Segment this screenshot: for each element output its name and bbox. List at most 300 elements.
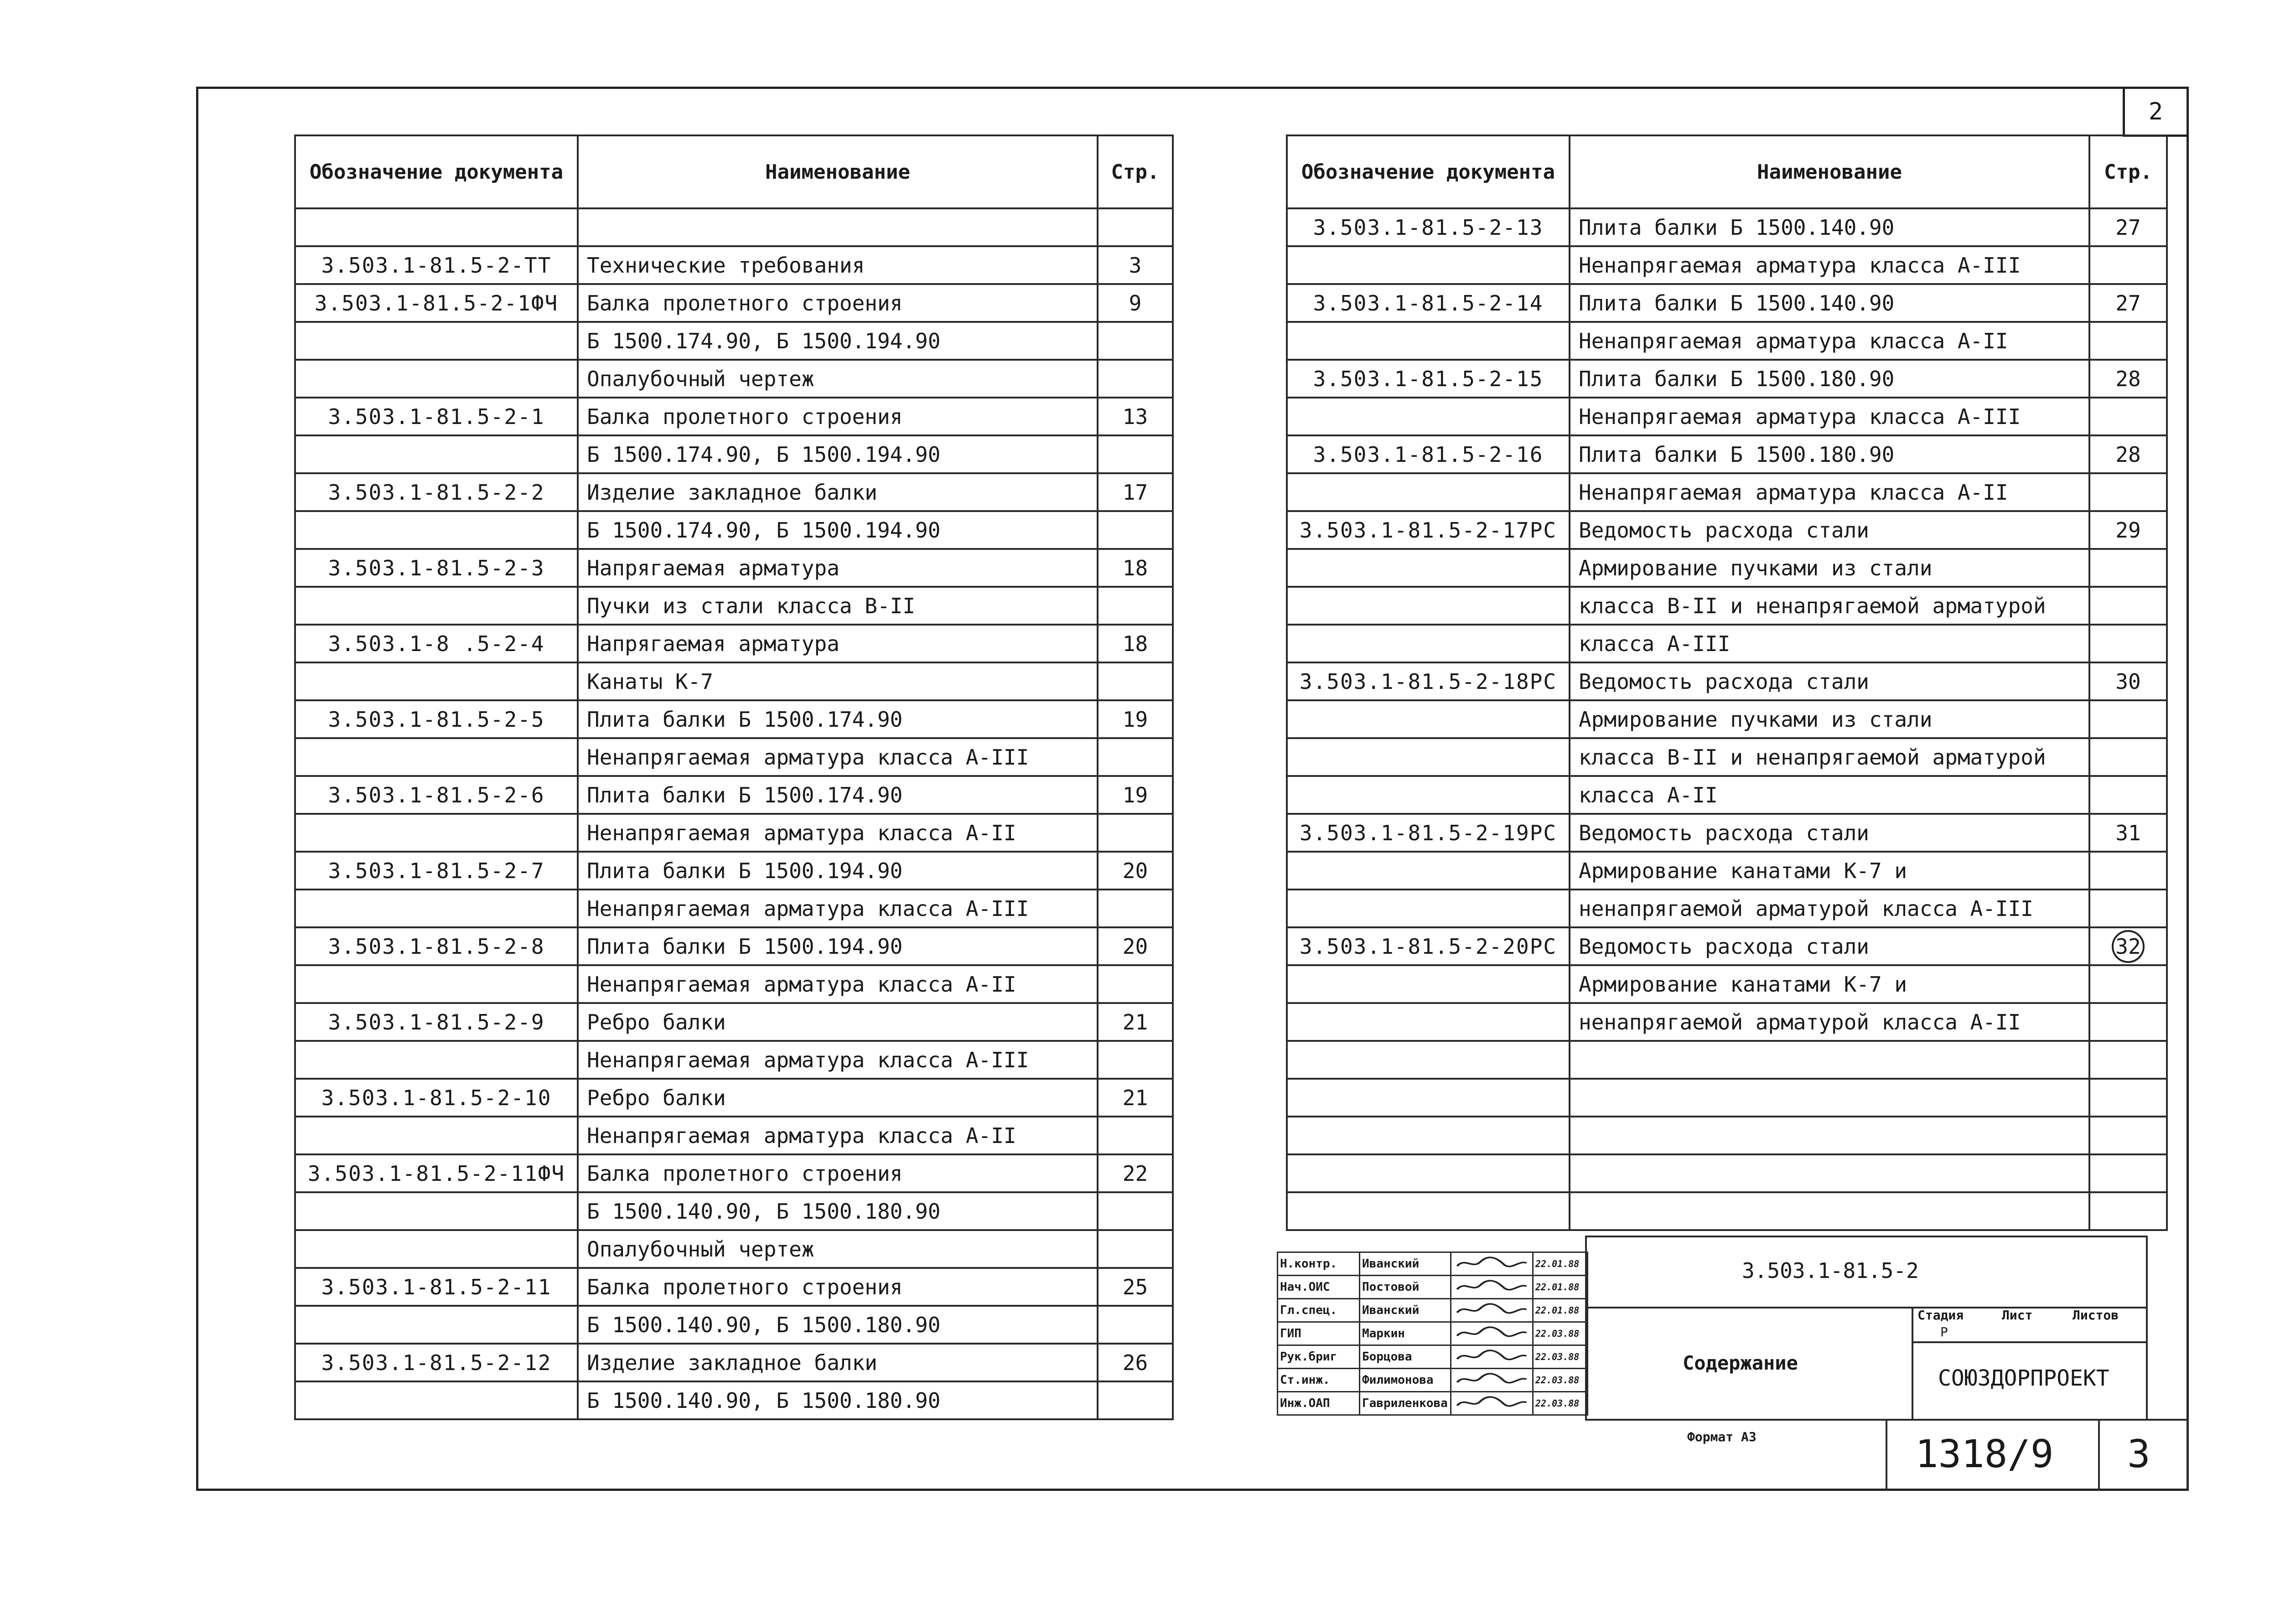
page-cell: [2089, 398, 2167, 435]
signatory-name: Маркин: [1360, 1322, 1451, 1345]
name-cell: Опалубочный чертеж: [578, 360, 1098, 398]
name-cell: [1570, 1192, 2089, 1230]
table-row: [295, 246, 1173, 284]
name-cell: Ненапрягаемая арматура класса А-II: [1570, 322, 2089, 360]
page-number: 3: [2127, 1432, 2150, 1476]
column-header-name: Наименование: [578, 135, 1098, 208]
table-row: [295, 549, 1173, 587]
name-cell: Балка пролетного строения: [578, 398, 1098, 435]
handwritten-signature: [1453, 1371, 1530, 1386]
table-row: [295, 738, 1173, 776]
page-cell: [1098, 1306, 1173, 1344]
table-row: [295, 208, 1173, 246]
code-cell: 3.503.1-81.5-2-13: [1287, 208, 1570, 246]
signatory-role: Н.контр.: [1278, 1252, 1360, 1276]
name-cell: Ненапрягаемая арматура класса А-III: [578, 890, 1098, 927]
table-row: [1287, 1041, 2167, 1079]
name-cell: Плита балки Б 1500.140.90: [1570, 284, 2089, 322]
table-row: [1287, 1117, 2167, 1154]
page-cell: [2089, 549, 2167, 587]
code-cell: [295, 1230, 578, 1268]
document-code: 3.503.1-81.5-2: [1742, 1258, 1919, 1283]
page-cell: 30: [2089, 662, 2167, 700]
page-cell: [1098, 587, 1173, 625]
table-row: [1287, 284, 2167, 322]
code-cell: [1287, 1003, 1570, 1041]
code-cell: 3.503.1-81.5-2-18РС: [1287, 662, 1570, 700]
page-cell: 17: [1098, 473, 1173, 511]
signatory-row: [1278, 1392, 1588, 1415]
table-row: [295, 625, 1173, 662]
name-cell: Ненапрягаемая арматура класса А-II: [1570, 473, 2089, 511]
signatory-role: Нач.ОИС: [1278, 1276, 1360, 1299]
table-row: [1287, 435, 2167, 473]
code-cell: 3.503.1-81.5-2-11: [295, 1268, 578, 1306]
table-row: [295, 927, 1173, 965]
code-cell: 3.503.1-81.5-2-14: [1287, 284, 1570, 322]
name-cell: Б 1500.174.90, Б 1500.194.90: [578, 511, 1098, 549]
code-cell: [295, 662, 578, 700]
table-header: [1287, 135, 2167, 208]
page-cell: [1098, 322, 1173, 360]
page-cell: [1098, 1192, 1173, 1230]
page-cell: [1098, 662, 1173, 700]
signatory-row: [1278, 1299, 1588, 1322]
table-row: [295, 776, 1173, 814]
name-cell: ненапрягаемой арматурой класса А-II: [1570, 1003, 2089, 1041]
signatory-role: Ст.инж.: [1278, 1369, 1360, 1392]
signature-date: 22.03.88: [1533, 1369, 1588, 1392]
page-cell: [2089, 1117, 2167, 1154]
code-cell: 3.503.1-81.5-2-9: [295, 1003, 578, 1041]
table-row: [1287, 360, 2167, 398]
name-cell: Ненапрягаемая арматура класса А-II: [578, 965, 1098, 1003]
name-cell: Плита балки Б 1500.174.90: [578, 700, 1098, 738]
page-cell: 3: [1098, 246, 1173, 284]
page-cell: [1098, 965, 1173, 1003]
signature-date: 22.01.88: [1533, 1299, 1588, 1322]
code-cell: [295, 360, 578, 398]
table-header: [295, 135, 1173, 208]
table-row: [1287, 890, 2167, 927]
page-cell: 29: [2089, 511, 2167, 549]
signatory-name: Борцова: [1360, 1345, 1451, 1369]
signatory-row: [1278, 1276, 1588, 1299]
code-cell: 3.503.1-81.5-2-1ФЧ: [295, 284, 578, 322]
name-cell: Изделие закладное балки: [578, 473, 1098, 511]
code-cell: 3.503.1-81.5-2-2: [295, 473, 578, 511]
page-cell: [2089, 927, 2167, 965]
code-cell: [1287, 776, 1570, 814]
signatory-name: Постовой: [1360, 1276, 1451, 1299]
page-cell: [1098, 890, 1173, 927]
page-cell: 18: [1098, 549, 1173, 587]
name-cell: Плита балки Б 1500.140.90: [1570, 208, 2089, 246]
table-row: [295, 473, 1173, 511]
signatory-role: Инж.ОАП: [1278, 1392, 1360, 1415]
table-row: [295, 398, 1173, 435]
page-cell: [1098, 360, 1173, 398]
handwritten-signature: [1453, 1348, 1530, 1363]
code-cell: [1287, 549, 1570, 587]
table-row: [295, 662, 1173, 700]
page-cell: [1098, 1041, 1173, 1079]
table-row: [1287, 965, 2167, 1003]
table-row: [1287, 1154, 2167, 1192]
table-row: [1287, 473, 2167, 511]
contents-table-left: [294, 134, 1174, 1420]
table-row: [1287, 625, 2167, 662]
table-row: [1287, 208, 2167, 246]
name-cell: Б 1500.174.90, Б 1500.194.90: [578, 435, 1098, 473]
signatory-row: [1278, 1369, 1588, 1392]
table-row: [1287, 1192, 2167, 1230]
table-row: [1287, 927, 2167, 965]
page-cell: 18: [1098, 625, 1173, 662]
table-row: [1287, 662, 2167, 700]
code-cell: 3.503.1-81.5-2-15: [1287, 360, 1570, 398]
code-cell: [295, 1192, 578, 1230]
code-cell: [1287, 398, 1570, 435]
code-cell: 3.503.1-81.5-2-3: [295, 549, 578, 587]
table-row: [1287, 398, 2167, 435]
code-cell: [295, 738, 578, 776]
table-row: [295, 1192, 1173, 1230]
signatory-row: [1278, 1252, 1588, 1276]
code-cell: [1287, 1154, 1570, 1192]
name-cell: Канаты К-7: [578, 662, 1098, 700]
page-cell: 27: [2089, 208, 2167, 246]
table-row: [1287, 511, 2167, 549]
signature: [1451, 1252, 1533, 1276]
code-cell: 3.503.1-81.5-2-19РС: [1287, 814, 1570, 852]
code-cell: [295, 587, 578, 625]
page-cell: 13: [1098, 398, 1173, 435]
page-cell: [1098, 1381, 1173, 1419]
name-cell: [1570, 1041, 2089, 1079]
name-cell: Б 1500.174.90, Б 1500.194.90: [578, 322, 1098, 360]
table-row: [1287, 852, 2167, 890]
page-cell: [1098, 208, 1173, 246]
name-cell: Балка пролетного строения: [578, 1268, 1098, 1306]
column-header-code: Обозначение документа: [295, 135, 578, 208]
handwritten-signature: [1453, 1394, 1530, 1410]
column-header-page: Стр.: [2089, 135, 2167, 208]
code-cell: [1287, 322, 1570, 360]
table-row: [295, 1117, 1173, 1154]
signature: [1451, 1299, 1533, 1322]
code-cell: [1287, 246, 1570, 284]
signature-date: 22.03.88: [1533, 1322, 1588, 1345]
code-cell: 3.503.1-81.5-2-16: [1287, 435, 1570, 473]
table-row: [295, 890, 1173, 927]
name-cell: Плита балки Б 1500.194.90: [578, 927, 1098, 965]
page-cell: 19: [1098, 776, 1173, 814]
name-cell: Армирование пучками из стали: [1570, 700, 2089, 738]
code-cell: 3.503.1-81.5-2-12: [295, 1344, 578, 1381]
name-cell: класса В-II и ненапрягаемой арматурой: [1570, 587, 2089, 625]
table-row: [295, 852, 1173, 890]
name-cell: Ненапрягаемая арматура класса А-II: [578, 814, 1098, 852]
page-cell: [1098, 435, 1173, 473]
page-cell: [2089, 965, 2167, 1003]
table-row: [1287, 587, 2167, 625]
name-cell: класса А-III: [1570, 625, 2089, 662]
signatory-row: [1278, 1345, 1588, 1369]
page-cell: [1098, 1117, 1173, 1154]
code-cell: 3.503.1-81.5-2-11ФЧ: [295, 1154, 578, 1192]
code-cell: 3.503.1-81.5-2-6: [295, 776, 578, 814]
name-cell: Армирование канатами К-7 и: [1570, 852, 2089, 890]
table-row: [1287, 700, 2167, 738]
code-cell: 3.503.1-81.5-2-10: [295, 1079, 578, 1117]
code-cell: 3.503.1-81.5-2-7: [295, 852, 578, 890]
page-cell: 20: [1098, 927, 1173, 965]
code-cell: [1287, 852, 1570, 890]
table-body-left: [295, 208, 1173, 1419]
page-cell: 28: [2089, 435, 2167, 473]
table-row: [295, 1381, 1173, 1419]
code-cell: [295, 814, 578, 852]
table-row: [1287, 1003, 2167, 1041]
format-label: Формат А3: [1687, 1429, 1757, 1444]
sheet-title: Содержание: [1683, 1352, 1798, 1374]
name-cell: Плита балки Б 1500.174.90: [578, 776, 1098, 814]
page-cell: [2089, 1003, 2167, 1041]
code-cell: 3.503.1-81.5-2-1: [295, 398, 578, 435]
table-row: [1287, 246, 2167, 284]
name-cell: Армирование канатами К-7 и: [1570, 965, 2089, 1003]
signature: [1451, 1369, 1533, 1392]
page-cell: 26: [1098, 1344, 1173, 1381]
column-header-page: Стр.: [1098, 135, 1173, 208]
signature: [1451, 1276, 1533, 1299]
code-cell: [295, 435, 578, 473]
contents-table-right: [1286, 134, 2168, 1231]
signature-date: 22.03.88: [1533, 1392, 1588, 1415]
table-row: [295, 965, 1173, 1003]
name-cell: Ненапрягаемая арматура класса А-III: [578, 1041, 1098, 1079]
table-row: [295, 435, 1173, 473]
table-row: [1287, 1079, 2167, 1117]
name-cell: Ведомость расхода стали: [1570, 662, 2089, 700]
handwritten-signature: [1453, 1324, 1530, 1340]
table-row: [295, 1306, 1173, 1344]
circled-page-number: 32: [2112, 930, 2145, 963]
code-cell: [1287, 965, 1570, 1003]
table-row: [295, 1041, 1173, 1079]
code-cell: [1287, 473, 1570, 511]
name-cell: класса В-II и ненапрягаемой арматурой: [1570, 738, 2089, 776]
page-cell: [2089, 246, 2167, 284]
table-row: [1287, 776, 2167, 814]
code-cell: 3.503.1-81.5-2-5: [295, 700, 578, 738]
code-cell: [1287, 1192, 1570, 1230]
name-cell: Балка пролетного строения: [578, 284, 1098, 322]
page-cell: [2089, 587, 2167, 625]
page-cell: [2089, 473, 2167, 511]
code-cell: [1287, 1117, 1570, 1154]
page-cell: 21: [1098, 1079, 1173, 1117]
name-cell: Плита балки Б 1500.194.90: [578, 852, 1098, 890]
table-row: [295, 284, 1173, 322]
signatory-role: ГИП: [1278, 1322, 1360, 1345]
signature: [1451, 1345, 1533, 1369]
table-row: [295, 1154, 1173, 1192]
table-row: [295, 700, 1173, 738]
code-cell: 3.503.1-81.5-2-17РС: [1287, 511, 1570, 549]
signatory-row: [1278, 1322, 1588, 1345]
table-row: [295, 511, 1173, 549]
code-cell: [1287, 1041, 1570, 1079]
code-cell: 3.503.1-81.5-2-8: [295, 927, 578, 965]
name-cell: Ненапрягаемая арматура класса А-III: [578, 738, 1098, 776]
signatory-role: Рук.бриг: [1278, 1345, 1360, 1369]
page-cell: [2089, 1154, 2167, 1192]
page-cell: 31: [2089, 814, 2167, 852]
name-cell: Технические требования: [578, 246, 1098, 284]
name-cell: Б 1500.140.90, Б 1500.180.90: [578, 1306, 1098, 1344]
page-cell: [1098, 738, 1173, 776]
page-cell: 21: [1098, 1003, 1173, 1041]
code-cell: [1287, 700, 1570, 738]
name-cell: Ненапрягаемая арматура класса А-III: [1570, 398, 2089, 435]
signature: [1451, 1322, 1533, 1345]
name-cell: Плита балки Б 1500.180.90: [1570, 435, 2089, 473]
code-cell: [295, 1117, 578, 1154]
table-row: [295, 1003, 1173, 1041]
table-row: [295, 1344, 1173, 1381]
name-cell: Ведомость расхода стали: [1570, 927, 2089, 965]
page-cell: 25: [1098, 1268, 1173, 1306]
page-cell: [1098, 1230, 1173, 1268]
name-cell: [578, 208, 1098, 246]
page-cell: [2089, 890, 2167, 927]
signatory-name: Иванский: [1360, 1299, 1451, 1322]
page-cell: 19: [1098, 700, 1173, 738]
name-cell: Ведомость расхода стали: [1570, 511, 2089, 549]
page-cell: [1098, 814, 1173, 852]
corner-sheet-number: 2: [2123, 87, 2189, 137]
table-body-right: [1287, 208, 2167, 1230]
page-cell: 9: [1098, 284, 1173, 322]
name-cell: Ведомость расхода стали: [1570, 814, 2089, 852]
signature: [1451, 1392, 1533, 1415]
page-cell: [2089, 700, 2167, 738]
signatory-name: Гавриленкова: [1360, 1392, 1451, 1415]
handwritten-signature: [1453, 1255, 1530, 1270]
name-cell: [1570, 1154, 2089, 1192]
page-cell: 20: [1098, 852, 1173, 890]
name-cell: класса А-II: [1570, 776, 2089, 814]
code-cell: [1287, 625, 1570, 662]
page-cell: 22: [1098, 1154, 1173, 1192]
name-cell: ненапрягаемой арматурой класса А-III: [1570, 890, 2089, 927]
signatory-name: Филимонова: [1360, 1369, 1451, 1392]
table-row: [295, 360, 1173, 398]
name-cell: Пучки из стали класса В-II: [578, 587, 1098, 625]
name-cell: Изделие закладное балки: [578, 1344, 1098, 1381]
table-row: [295, 587, 1173, 625]
table-row: [1287, 549, 2167, 587]
name-cell: Балка пролетного строения: [578, 1154, 1098, 1192]
page-cell: [2089, 1192, 2167, 1230]
page-cell: 28: [2089, 360, 2167, 398]
name-cell: Ненапрягаемая арматура класса А-II: [578, 1117, 1098, 1154]
name-cell: Напрягаемая арматура: [578, 549, 1098, 587]
name-cell: [1570, 1117, 2089, 1154]
name-cell: Б 1500.140.90, Б 1500.180.90: [578, 1381, 1098, 1419]
table-row: [295, 1079, 1173, 1117]
signature-table: [1277, 1252, 1588, 1416]
page-cell: [2089, 322, 2167, 360]
page-cell: [2089, 1041, 2167, 1079]
page-cell: [2089, 1079, 2167, 1117]
page-cell: [2089, 738, 2167, 776]
code-cell: [295, 322, 578, 360]
page-cell: [1098, 511, 1173, 549]
signatory-name: Иванский: [1360, 1252, 1451, 1276]
code-cell: 3.503.1-8 .5-2-4: [295, 625, 578, 662]
table-row: [295, 322, 1173, 360]
code-cell: [295, 1041, 578, 1079]
sheet-label: Лист: [2002, 1308, 2033, 1323]
name-cell: Ребро балки: [578, 1079, 1098, 1117]
code-cell: 3.503.1-81.5-2-ТТ: [295, 246, 578, 284]
sheets-label: Листов: [2073, 1308, 2119, 1323]
code-cell: [295, 1381, 578, 1419]
table-row: [295, 1268, 1173, 1306]
code-cell: [295, 965, 578, 1003]
stage-value: Р: [1940, 1324, 1948, 1340]
table-row: [295, 814, 1173, 852]
page-cell: [2089, 776, 2167, 814]
name-cell: Плита балки Б 1500.180.90: [1570, 360, 2089, 398]
code-cell: [1287, 1079, 1570, 1117]
name-cell: Опалубочный чертеж: [578, 1230, 1098, 1268]
code-cell: [295, 890, 578, 927]
organization-name: СОЮЗДОРПРОЕКТ: [1938, 1365, 2109, 1391]
name-cell: Армирование пучками из стали: [1570, 549, 2089, 587]
name-cell: Напрягаемая арматура: [578, 625, 1098, 662]
name-cell: Б 1500.140.90, Б 1500.180.90: [578, 1192, 1098, 1230]
code-cell: [295, 208, 578, 246]
page-cell: [2089, 625, 2167, 662]
signatory-role: Гл.спец.: [1278, 1299, 1360, 1322]
page-cell: 27: [2089, 284, 2167, 322]
code-cell: 3.503.1-81.5-2-20РС: [1287, 927, 1570, 965]
handwritten-signature: [1453, 1278, 1530, 1293]
code-cell: [1287, 890, 1570, 927]
handwritten-signature: [1453, 1301, 1530, 1317]
table-row: [295, 1230, 1173, 1268]
code-cell: [295, 511, 578, 549]
code-cell: [1287, 738, 1570, 776]
table-row: [1287, 738, 2167, 776]
code-cell: [295, 1306, 578, 1344]
signature-date: 22.03.88: [1533, 1345, 1588, 1369]
name-cell: Ненапрягаемая арматура класса А-III: [1570, 246, 2089, 284]
inventory-number: 1318/9: [1915, 1432, 2054, 1476]
column-header-code: Обозначение документа: [1287, 135, 1570, 208]
table-row: [1287, 814, 2167, 852]
name-cell: [1570, 1079, 2089, 1117]
name-cell: Ребро балки: [578, 1003, 1098, 1041]
signature-rows: [1278, 1252, 1588, 1415]
table-row: [1287, 322, 2167, 360]
signature-date: 22.01.88: [1533, 1252, 1588, 1276]
page-cell: [2089, 852, 2167, 890]
